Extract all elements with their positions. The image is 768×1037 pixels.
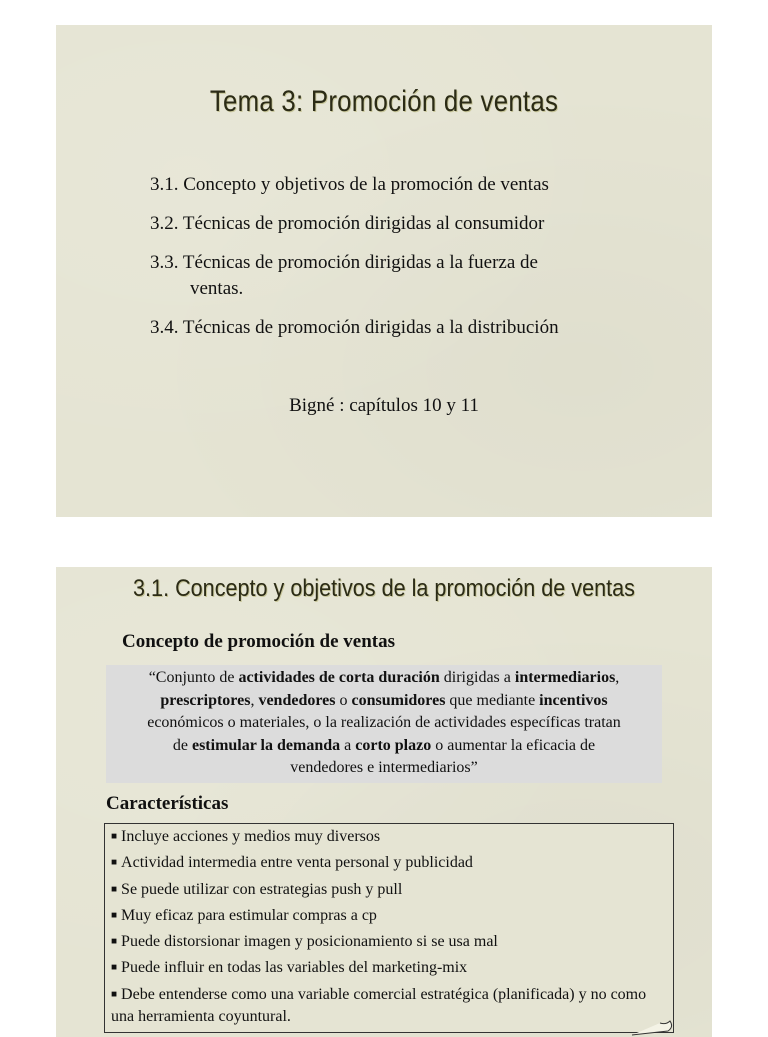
list-item — [105, 850, 673, 876]
definition-text: dirigidas a — [439, 669, 515, 686]
bullet-icon: ■ — [111, 909, 118, 921]
slide-title: 3.1. Concepto y objetivos de la promoción de ventas — [133, 575, 635, 602]
definition-text: económicos o materiales, o la realización de actividades específicas tratan — [147, 714, 621, 731]
bullet-icon: ■ — [111, 831, 118, 842]
bullet-icon: ■ — [111, 988, 118, 1000]
list-item — [105, 982, 673, 1028]
definition-bold: vendedores — [258, 691, 336, 709]
toc-item-text: 3.2. Técnicas de promoción dirigidas al consumidor — [150, 213, 545, 234]
definition-bold: intermediarios — [514, 669, 616, 686]
definition-bold: actividades de corta duración — [238, 669, 440, 686]
list-item-text: Actividad intermedia entre venta personal y publicidad — [121, 854, 473, 872]
toc-item — [150, 211, 690, 237]
definition-text: vendedores e intermediarios” — [290, 759, 478, 776]
reference-note: Bigné : capítulos 10 y 11 — [289, 395, 479, 416]
toc-item — [150, 315, 690, 341]
definition-text: de — [172, 736, 192, 754]
list-item-text: Puede influir en todas las variables del marketing-mix — [121, 959, 468, 977]
bullet-icon: ■ — [111, 962, 118, 974]
definition-bold: prescriptores — [160, 691, 251, 709]
list-item — [105, 929, 673, 955]
definition-text: , — [615, 669, 620, 686]
toc-item — [150, 172, 690, 198]
definition-bold: incentivos — [539, 691, 608, 709]
slide-title: Tema 3: Promoción de ventas — [209, 85, 559, 118]
definition-bold: corto plazo — [355, 736, 432, 754]
toc-item-text: 3.1. Concepto y objetivos de la promoción de ventas — [150, 174, 549, 195]
definition-bold: estimular la demanda — [191, 736, 341, 754]
definition-box — [106, 665, 662, 783]
toc-item-text: 3.4. Técnicas de promoción dirigidas a la distribución — [150, 317, 559, 338]
list-item-text: Muy eficaz para estimular compras a cp — [121, 906, 377, 924]
definition-text: a — [340, 736, 356, 754]
characteristics-heading: Características — [106, 793, 229, 814]
definition-text: , — [250, 691, 259, 709]
characteristics-box — [104, 823, 674, 1033]
list-item — [105, 877, 673, 903]
slide-1 — [56, 25, 712, 517]
list-item-text: Se puede utilizar con estrategias push y pull — [121, 880, 403, 898]
concept-heading: Concepto de promoción de ventas — [122, 631, 396, 652]
page-curl-icon — [630, 1007, 676, 1037]
toc-item — [150, 250, 690, 302]
list-item — [105, 824, 673, 850]
definition-text: “Conjunto de — [148, 669, 239, 686]
list-item-text: Debe entenderse como una variable comercial estratégica (planificada) y no como una herramienta coyuntural. — [111, 985, 647, 1025]
list-item-text: Puede distorsionar imagen y posicionamiento si se usa mal — [121, 933, 498, 951]
definition-bold: consumidores — [351, 691, 446, 709]
toc-item-text: 3.3. Técnicas de promoción dirigidas a la fuerza de — [150, 252, 538, 273]
definition-text: que mediante — [445, 691, 540, 709]
bullet-icon: ■ — [111, 883, 118, 895]
toc-item-continuation: ventas. — [190, 278, 244, 299]
definition-text: o — [335, 691, 352, 709]
definition-text: o aumentar la eficacia de — [431, 736, 596, 754]
bullet-icon: ■ — [111, 857, 118, 869]
slide-2 — [56, 567, 712, 1037]
list-item-text: Incluye acciones y medios muy diversos — [121, 828, 381, 845]
bullet-icon: ■ — [111, 936, 118, 948]
table-of-contents — [150, 172, 690, 354]
list-item — [105, 903, 673, 929]
list-item — [105, 955, 673, 981]
